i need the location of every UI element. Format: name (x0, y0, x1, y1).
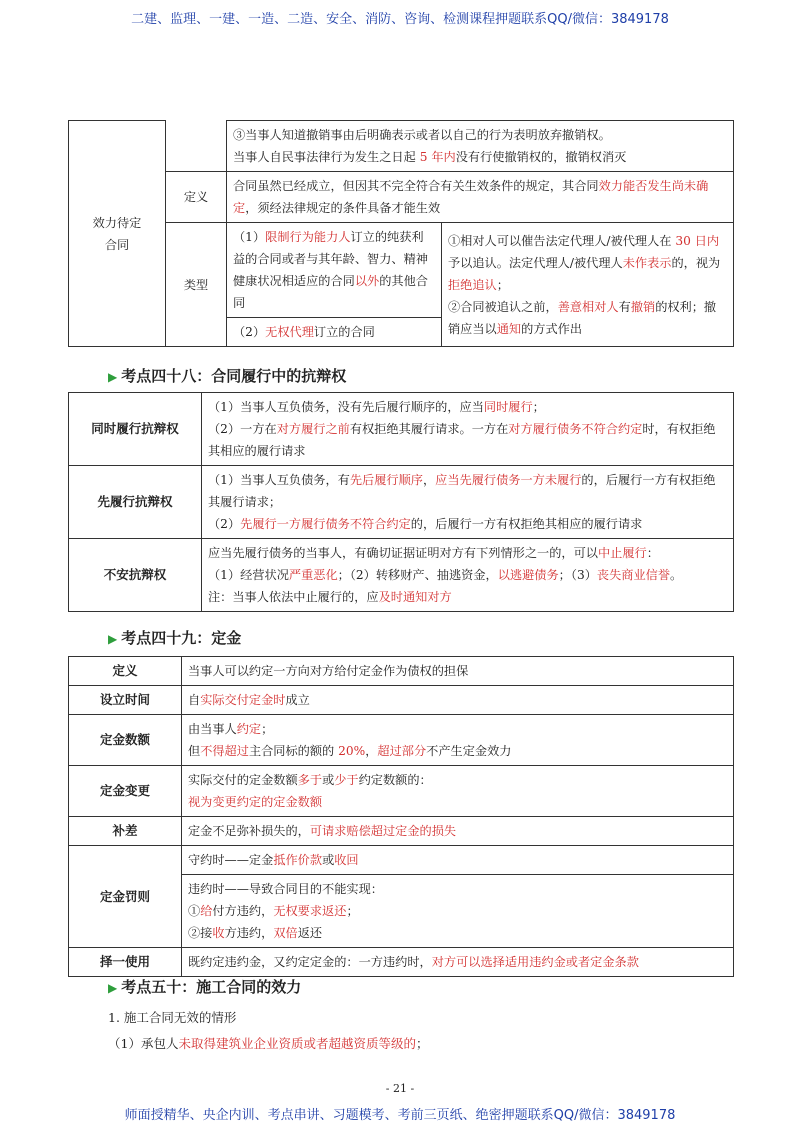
pending-main-label-cell (69, 121, 166, 347)
ratification-cell: ①相对人可以催告法定代理人/被代理人在 30 日内予以追认。法定代理人/被代理人未作表示的，视为拒绝追认； ②合同被追认之前，善意相对人有撤销的权利；撤销应当以通知的方式作出 (442, 223, 734, 347)
section-48-title: ▶ 考点四十八：合同履行中的抗辩权 (108, 367, 347, 385)
section-bullet-icon: ▶ (108, 981, 118, 995)
section-50-title: ▶ 考点五十：施工合同的效力 (108, 978, 302, 996)
deposit-table (68, 656, 734, 977)
deposit-definition-text: 当事人可以约定一方向对方给付定金作为债权的担保 (182, 657, 734, 686)
type-b: （2）无权代理订立的合同 (227, 318, 442, 347)
insecurity-defense-text: 应当先履行债务的当事人，有确切证据证明对方有下列情形之一的，可以中止履行： （1）经营状况严重恶化；（2）转移财产、抽逃资金，以逃避债务；（3）丧失商业信誉。 注：当事人依法中止履行的，应及时通知对方 (202, 539, 734, 612)
simultaneous-defense-label: 同时履行抗辩权 (69, 393, 202, 466)
deposit-supplement-text: 定金不足弥补损失的，可请求赔偿超过定金的损失 (182, 817, 734, 846)
defense-rights-table (68, 392, 734, 612)
type-a: （1）限制行为能力人订立的纯获利益的合同或者与其年龄、智力、精神健康状况相适应的合同以外的其他合同 (227, 223, 442, 318)
deposit-supplement-label: 补差 (69, 817, 182, 846)
deposit-setup-time-text: 自实际交付定金时成立 (182, 686, 734, 715)
type-label: 类型 (166, 223, 227, 347)
revocation-cell (227, 121, 734, 172)
deposit-change-label: 定金变更 (69, 766, 182, 817)
deposit-amount-label: 定金数额 (69, 715, 182, 766)
deposit-definition-label: 定义 (69, 657, 182, 686)
invalid-contract-heading: 1. 施工合同无效的情形 (108, 1010, 237, 1025)
section-49-title: ▶ 考点四十九：定金 (108, 629, 242, 647)
section-bullet-icon: ▶ (108, 632, 118, 646)
definition-text: 合同虽然已经成立，但因其不完全符合有关生效条件的规定，其合同效力能否发生尚未确定，须经法律规定的条件具备才能生效 (227, 172, 734, 223)
simultaneous-defense-text: （1）当事人互负债务，没有先后履行顺序的，应当同时履行； （2）一方在对方履行之前有权拒绝其履行请求。一方在对方履行债务不符合约定时，有权拒绝其相应的履行请求 (202, 393, 734, 466)
insecurity-defense-label: 不安抗辩权 (69, 539, 202, 612)
deposit-amount-text: 由当事人约定； 但不得超过主合同标的额的 20%，超过部分不产生定金效力 (182, 715, 734, 766)
deposit-penalty-text: 守约时——定金抵作价款或收回 违约时——导致合同目的不能实现： ①给付方违约，无权要求返还； ②接收方违约，双倍返还 (182, 846, 734, 948)
deposit-choose-one-text: 既约定违约金，又约定定金的：一方违约时，对方可以选择适用违约金或者定金条款 (182, 948, 734, 977)
header-banner: 二建、监理、一建、一造、二造、安全、消防、咨询、检测课程押题联系QQ/微信：3849178 (131, 12, 669, 27)
deposit-setup-time-label: 设立时间 (69, 686, 182, 715)
deposit-choose-one-label: 择一使用 (69, 948, 182, 977)
page-number: - 21 - (385, 1082, 415, 1095)
deposit-penalty-label: 定金罚则 (69, 846, 182, 948)
revocation-line-2: 当事人自民事法律行为发生之日起 5 年内没有行使撤销权的，撤销权消灭 (233, 150, 627, 164)
pending-main-label: 效力待定合同 (92, 215, 142, 252)
pending-contract-table (68, 120, 734, 347)
prior-defense-text: （1）当事人互负债务，有先后履行顺序，应当先履行债务一方未履行的，后履行一方有权拒绝其履行请求； （2）先履行一方履行债务不符合约定的，后履行一方有权拒绝其相应的履行请求 (202, 466, 734, 539)
invalid-contract-item-1: （1）承包人未取得建筑业企业资质或者超越资质等级的； (108, 1036, 429, 1051)
deposit-change-text: 实际交付的定金数额多于或少于约定数额的： 视为变更约定的定金数额 (182, 766, 734, 817)
prior-defense-label: 先履行抗辩权 (69, 466, 202, 539)
definition-label: 定义 (166, 172, 227, 223)
revocation-line-1: ③当事人知道撤销事由后明确表示或者以自己的行为表明放弃撤销权。 (233, 128, 611, 142)
footer-banner: 师面授精华、央企内训、考点串讲、习题模考、考前三页纸、绝密押题联系QQ/微信：3849178 (124, 1108, 676, 1123)
section-bullet-icon: ▶ (108, 370, 118, 384)
